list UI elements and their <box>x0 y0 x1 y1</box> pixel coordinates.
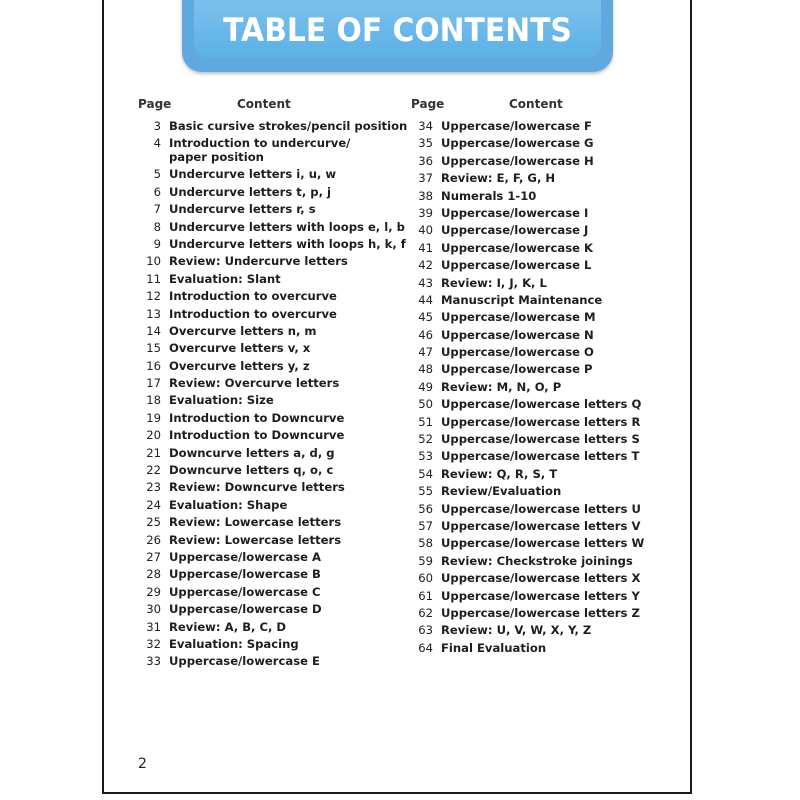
toc-entry-page: 64 <box>418 640 433 655</box>
toc-entry-title: Overcurve letters v, x <box>169 341 311 356</box>
toc-entry-title: Review: U, V, W, X, Y, Z <box>441 623 592 638</box>
toc-entry <box>407 136 644 153</box>
toc-entry-title: Review: Downcurve letters <box>169 480 345 495</box>
toc-entry-title: Review: Undercurve letters <box>169 254 348 269</box>
toc-entry-page: 14 <box>146 323 161 338</box>
toc-entry <box>135 185 407 202</box>
toc-entry-page: 4 <box>153 136 161 151</box>
toc-entry <box>407 171 644 188</box>
toc-entry-page: 41 <box>418 240 433 255</box>
toc-entry-title: Introduction to overcurve <box>169 306 337 321</box>
toc-entry <box>407 206 644 223</box>
toc-entry <box>407 467 644 484</box>
toc-entry-page: 5 <box>153 167 161 182</box>
toc-entry-page: 37 <box>418 171 433 186</box>
toc-entry <box>407 310 644 327</box>
toc-entry-page: 49 <box>418 379 433 394</box>
left-page-header: Page <box>138 97 172 111</box>
toc-entry-page: 28 <box>146 567 161 582</box>
toc-entry <box>135 620 407 637</box>
toc-entry <box>135 446 407 463</box>
toc-entry-title: Undercurve letters t, p, j <box>169 184 331 199</box>
toc-entry <box>135 376 407 393</box>
toc-entry <box>135 550 407 567</box>
toc-entry-title: Review: Lowercase letters <box>169 532 342 547</box>
toc-entry-title: Uppercase/lowercase B <box>169 567 321 582</box>
toc-entry <box>407 484 644 501</box>
toc-entry-title: Downcurve letters a, d, g <box>169 445 335 460</box>
toc-entry <box>407 623 644 640</box>
toc-entry-title: Review: A, B, C, D <box>169 619 287 634</box>
toc-entry-title: Review: E, F, G, H <box>441 171 556 186</box>
toc-entry-page: 57 <box>418 518 433 533</box>
toc-entry <box>407 241 644 258</box>
toc-entry <box>135 272 407 289</box>
toc-entry <box>135 393 407 410</box>
toc-entry-title: Undercurve letters r, s <box>169 202 316 217</box>
toc-entry-page: 12 <box>146 289 161 304</box>
right-page-header: Page <box>411 97 445 111</box>
toc-entry-page: 52 <box>418 432 433 447</box>
toc-entry-page: 10 <box>146 254 161 269</box>
toc-entry-page: 27 <box>146 549 161 564</box>
toc-entry-title: Evaluation: Shape <box>169 497 288 512</box>
toc-entry <box>407 276 644 293</box>
toc-entry <box>135 498 407 515</box>
toc-entry-page: 19 <box>146 410 161 425</box>
toc-entry-page: 18 <box>146 393 161 408</box>
toc-entry-page: 51 <box>418 414 433 429</box>
toc-entry-title: Introduction to undercurve/ paper position <box>169 136 351 165</box>
toc-entry-page: 7 <box>153 202 161 217</box>
toc-entry-page: 22 <box>146 463 161 478</box>
toc-entry-page: 47 <box>418 345 433 360</box>
toc-entry-page: 25 <box>146 515 161 530</box>
toc-entry-title: Evaluation: Slant <box>169 271 281 286</box>
toc-entry-page: 48 <box>418 362 433 377</box>
toc-entry-page: 54 <box>418 466 433 481</box>
toc-right-column <box>407 119 644 658</box>
toc-entry-page: 44 <box>418 292 433 307</box>
toc-entry <box>135 567 407 584</box>
toc-entry-title: Downcurve letters q, o, c <box>169 463 334 478</box>
toc-entry-title: Uppercase/lowercase letters U <box>441 501 641 516</box>
toc-entry <box>407 571 644 588</box>
toc-entry-title: Uppercase/lowercase letters Q <box>441 397 642 412</box>
toc-entry-title: Uppercase/lowercase O <box>441 345 594 360</box>
toc-entry <box>135 254 407 271</box>
toc-entry-title: Introduction to Downcurve <box>169 410 345 425</box>
toc-entry-page: 59 <box>418 553 433 568</box>
toc-entry-page: 6 <box>153 184 161 199</box>
toc-entry-title: Overcurve letters n, m <box>169 323 317 338</box>
toc-entry-page: 29 <box>146 584 161 599</box>
toc-entry <box>407 536 644 553</box>
toc-entry-title: Uppercase/lowercase K <box>441 240 593 255</box>
toc-entry-title: Uppercase/lowercase L <box>441 258 592 273</box>
toc-entry-title: Uppercase/lowercase A <box>169 549 321 564</box>
toc-entry <box>135 602 407 619</box>
toc-entry-title: Evaluation: Spacing <box>169 636 299 651</box>
toc-entry-page: 24 <box>146 497 161 512</box>
toc-entry <box>135 220 407 237</box>
toc-entry <box>135 533 407 550</box>
toc-entry <box>407 432 644 449</box>
toc-entry-title: Introduction to Downcurve <box>169 428 345 443</box>
toc-entry <box>407 641 644 658</box>
toc-entry-title: Overcurve letters y, z <box>169 358 310 373</box>
toc-entry <box>407 502 644 519</box>
toc-entry-page: 43 <box>418 275 433 290</box>
toc-entry-page: 62 <box>418 605 433 620</box>
toc-entry <box>135 289 407 306</box>
toc-entry-page: 45 <box>418 310 433 325</box>
toc-entry <box>135 167 407 184</box>
toc-entry-page: 30 <box>146 602 161 617</box>
toc-entry-title: Undercurve letters with loops h, k, f <box>169 236 406 251</box>
toc-entry-title: Uppercase/lowercase C <box>169 584 321 599</box>
toc-entry-page: 26 <box>146 532 161 547</box>
toc-entry <box>135 359 407 376</box>
toc-entry <box>407 397 644 414</box>
toc-entry <box>135 463 407 480</box>
toc-entry <box>135 324 407 341</box>
toc-entry <box>407 589 644 606</box>
toc-entry-page: 46 <box>418 327 433 342</box>
toc-entry-page: 8 <box>153 219 161 234</box>
toc-entry-title: Manuscript Maintenance <box>441 292 603 307</box>
toc-entry-page: 16 <box>146 358 161 373</box>
toc-entry-title: Numerals 1-10 <box>441 188 537 203</box>
toc-entry-page: 38 <box>418 188 433 203</box>
toc-entry-page: 63 <box>418 623 433 638</box>
toc-entry-title: Review: I, J, K, L <box>441 275 547 290</box>
toc-entry-title: Uppercase/lowercase H <box>441 153 594 168</box>
toc-entry-page: 32 <box>146 636 161 651</box>
toc-entry <box>135 202 407 219</box>
toc-entry-page: 9 <box>153 236 161 251</box>
toc-entry-title: Review: Checkstroke joinings <box>441 553 633 568</box>
toc-entry-title: Uppercase/lowercase N <box>441 327 594 342</box>
toc-entry <box>135 428 407 445</box>
toc-entry-title: Review: M, N, O, P <box>441 379 562 394</box>
toc-entry <box>135 654 407 671</box>
toc-entry-page: 36 <box>418 153 433 168</box>
toc-entry-title: Uppercase/lowercase D <box>169 602 322 617</box>
toc-entry-title: Review/Evaluation <box>441 484 562 499</box>
toc-entry <box>135 585 407 602</box>
toc-entry <box>407 554 644 571</box>
toc-entry-page: 20 <box>146 428 161 443</box>
toc-entry <box>407 328 644 345</box>
toc-left-column <box>135 119 407 672</box>
toc-entry <box>135 341 407 358</box>
toc-entry-page: 3 <box>153 119 161 133</box>
toc-entry-page: 23 <box>146 480 161 495</box>
toc-entry-page: 39 <box>418 205 433 220</box>
toc-entry-title: Evaluation: Size <box>169 393 274 408</box>
toc-entry-title: Undercurve letters i, u, w <box>169 167 337 182</box>
toc-entry-page: 15 <box>146 341 161 356</box>
toc-entry <box>407 119 644 136</box>
toc-entry-page: 11 <box>146 271 161 286</box>
left-content-header: Content <box>237 97 291 111</box>
toc-entry <box>407 449 644 466</box>
toc-entry <box>135 307 407 324</box>
toc-entry <box>407 519 644 536</box>
toc-entry-page: 60 <box>418 571 433 586</box>
toc-entry <box>135 237 407 254</box>
toc-entry <box>407 362 644 379</box>
toc-entry <box>407 293 644 310</box>
toc-entry-page: 33 <box>146 654 161 669</box>
toc-entry <box>407 380 644 397</box>
toc-entry <box>135 637 407 654</box>
toc-entry-title: Review: Overcurve letters <box>169 376 340 391</box>
toc-entry-title: Uppercase/lowercase M <box>441 310 596 325</box>
toc-entry-title: Undercurve letters with loops e, l, b <box>169 219 405 234</box>
toc-entry-title: Uppercase/lowercase letters Z <box>441 605 640 620</box>
toc-entry-title: Review: Q, R, S, T <box>441 466 558 481</box>
toc-entry-title: Introduction to overcurve <box>169 289 337 304</box>
toc-entry <box>407 154 644 171</box>
toc-entry-page: 53 <box>418 449 433 464</box>
toc-entry-page: 21 <box>146 445 161 460</box>
toc-entry-title: Uppercase/lowercase F <box>441 119 592 133</box>
toc-entry-title: Uppercase/lowercase letters X <box>441 571 641 586</box>
toc-entry-page: 17 <box>146 376 161 391</box>
toc-entry-page: 50 <box>418 397 433 412</box>
toc-entry-title: Uppercase/lowercase I <box>441 205 589 220</box>
page-number: 2 <box>138 756 147 772</box>
toc-entry <box>135 480 407 497</box>
toc-entry <box>407 258 644 275</box>
toc-entry <box>407 345 644 362</box>
toc-entry-page: 13 <box>146 306 161 321</box>
toc-entry <box>135 515 407 532</box>
toc-entry-title: Uppercase/lowercase G <box>441 136 594 151</box>
toc-entry-title: Final Evaluation <box>441 640 547 655</box>
toc-entry-page: 56 <box>418 501 433 516</box>
toc-entry-title: Uppercase/lowercase E <box>169 654 320 669</box>
toc-entry <box>135 136 407 167</box>
toc-entry-title: Uppercase/lowercase J <box>441 223 589 238</box>
toc-entry-title: Uppercase/lowercase letters T <box>441 449 640 464</box>
toc-entry-page: 31 <box>146 619 161 634</box>
toc-entry-title: Uppercase/lowercase letters S <box>441 432 640 447</box>
right-content-header: Content <box>509 97 563 111</box>
page-title: TABLE OF CONTENTS <box>223 11 572 49</box>
toc-entry <box>135 411 407 428</box>
toc-entry <box>407 415 644 432</box>
toc-entry-title: Uppercase/lowercase letters R <box>441 414 641 429</box>
toc-entry-page: 42 <box>418 258 433 273</box>
toc-entry-page: 58 <box>418 536 433 551</box>
toc-entry <box>407 189 644 206</box>
toc-entry <box>135 119 407 136</box>
toc-entry-page: 34 <box>418 119 433 133</box>
toc-entry-title: Basic cursive strokes/pencil position <box>169 119 408 133</box>
toc-entry-title: Uppercase/lowercase letters W <box>441 536 645 551</box>
toc-entry-page: 55 <box>418 484 433 499</box>
toc-entry <box>407 223 644 240</box>
toc-entry-page: 35 <box>418 136 433 151</box>
toc-entry-title: Uppercase/lowercase P <box>441 362 593 377</box>
toc-entry-title: Uppercase/lowercase letters V <box>441 518 641 533</box>
toc-entry-page: 61 <box>418 588 433 603</box>
toc-entry <box>407 606 644 623</box>
toc-entry-page: 40 <box>418 223 433 238</box>
toc-entry-title: Review: Lowercase letters <box>169 515 342 530</box>
toc-entry-title: Uppercase/lowercase letters Y <box>441 588 640 603</box>
